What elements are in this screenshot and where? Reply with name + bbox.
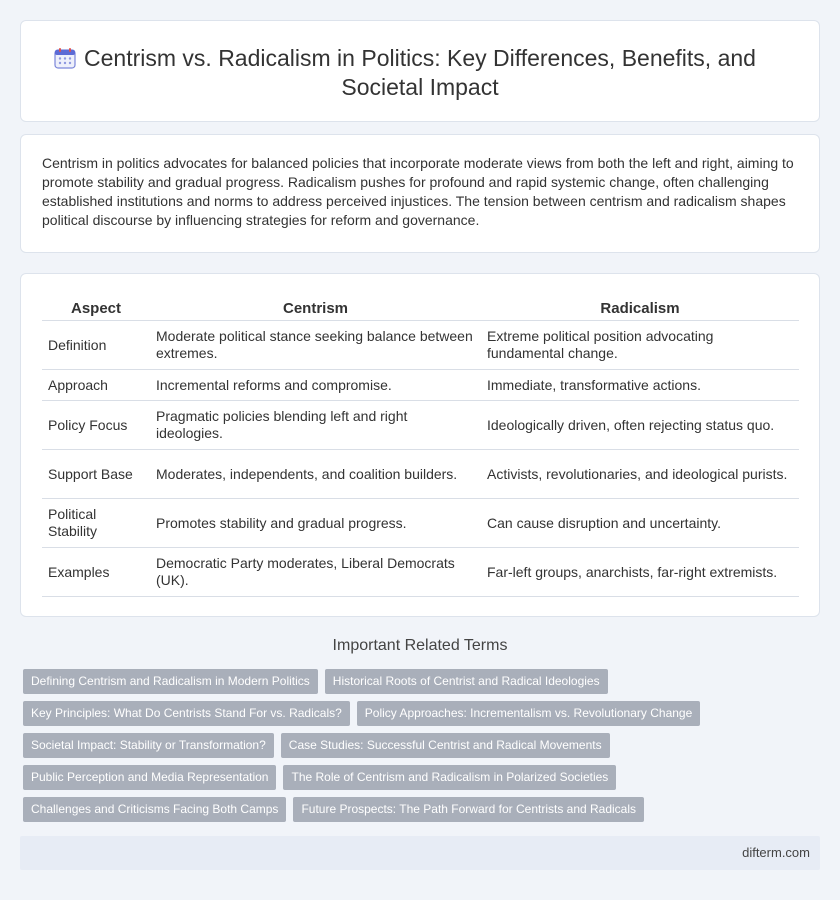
table-row [42,450,799,499]
centrism-cell: Incremental reforms and compromise. [150,370,481,401]
table-row [42,401,799,450]
related-term-link[interactable]: Case Studies: Successful Centrist and Radical Movements [281,733,610,758]
table-row [42,499,799,548]
centrism-cell: Moderate political stance seeking balance between extremes. [150,321,481,370]
aspect-cell: Approach [42,370,150,401]
radicalism-cell: Extreme political position advocating fundamental change. [481,321,799,370]
centrism-cell: Democratic Party moderates, Liberal Democrats (UK). [150,548,481,597]
table-row [42,548,799,597]
related-terms-title: Important Related Terms [332,637,508,654]
centrism-cell: Pragmatic policies blending left and right ideologies. [150,401,481,450]
header-aspect: Aspect [42,296,150,321]
intro-paragraph: Centrism in politics advocates for balanced policies that incorporate moderate views from both the left and right, aiming to promote stability and gradual progress. Radicalism pushes for profound and rapid systemic change, often challenging established institutions and norms to address perceived injustices. The tension between centrism and radicalism shapes political discourse by influencing strategies for reform and governance. [42,155,794,228]
centrism-cell: Moderates, independents, and coalition builders. [150,450,481,499]
header-card [20,20,820,122]
intro-card [20,134,820,253]
table-header-row [42,296,799,321]
aspect-cell: Policy Focus [42,401,150,450]
related-terms-list [23,669,803,829]
aspect-cell: Support Base [42,450,150,499]
radicalism-cell: Can cause disruption and uncertainty. [481,499,799,548]
related-term-link[interactable]: Historical Roots of Centrist and Radical Ideologies [325,669,608,694]
table-row [42,321,799,370]
centrism-cell: Promotes stability and gradual progress. [150,499,481,548]
related-term-link[interactable]: Defining Centrism and Radicalism in Modern Politics [23,669,318,694]
header-centrism: Centrism [150,296,481,321]
radicalism-cell: Activists, revolutionaries, and ideological purists. [481,450,799,499]
comparison-table [42,296,799,597]
footer [20,836,820,870]
related-term-link[interactable]: Societal Impact: Stability or Transformation? [23,733,274,758]
page-title: Centrism vs. Radicalism in Politics: Key Differences, Benefits, and Societal Impact [84,45,756,100]
radicalism-cell: Ideologically driven, often rejecting status quo. [481,401,799,450]
header-radicalism: Radicalism [481,296,799,321]
aspect-cell: Examples [42,548,150,597]
related-term-link[interactable]: Policy Approaches: Incrementalism vs. Revolutionary Change [357,701,701,726]
radicalism-cell: Immediate, transformative actions. [481,370,799,401]
radicalism-cell: Far-left groups, anarchists, far-right extremists. [481,548,799,597]
related-term-link[interactable]: Challenges and Criticisms Facing Both Camps [23,797,286,822]
related-term-link[interactable]: Key Principles: What Do Centrists Stand For vs. Radicals? [23,701,350,726]
footer-site-name: difterm.com [742,845,810,860]
table-row [42,370,799,401]
aspect-cell: Definition [42,321,150,370]
related-term-link[interactable]: Public Perception and Media Representation [23,765,276,790]
related-term-link[interactable]: Future Prospects: The Path Forward for Centrists and Radicals [293,797,644,822]
comparison-table-card [20,273,820,617]
related-term-link[interactable]: The Role of Centrism and Radicalism in Polarized Societies [283,765,616,790]
aspect-cell: Political Stability [42,499,150,548]
